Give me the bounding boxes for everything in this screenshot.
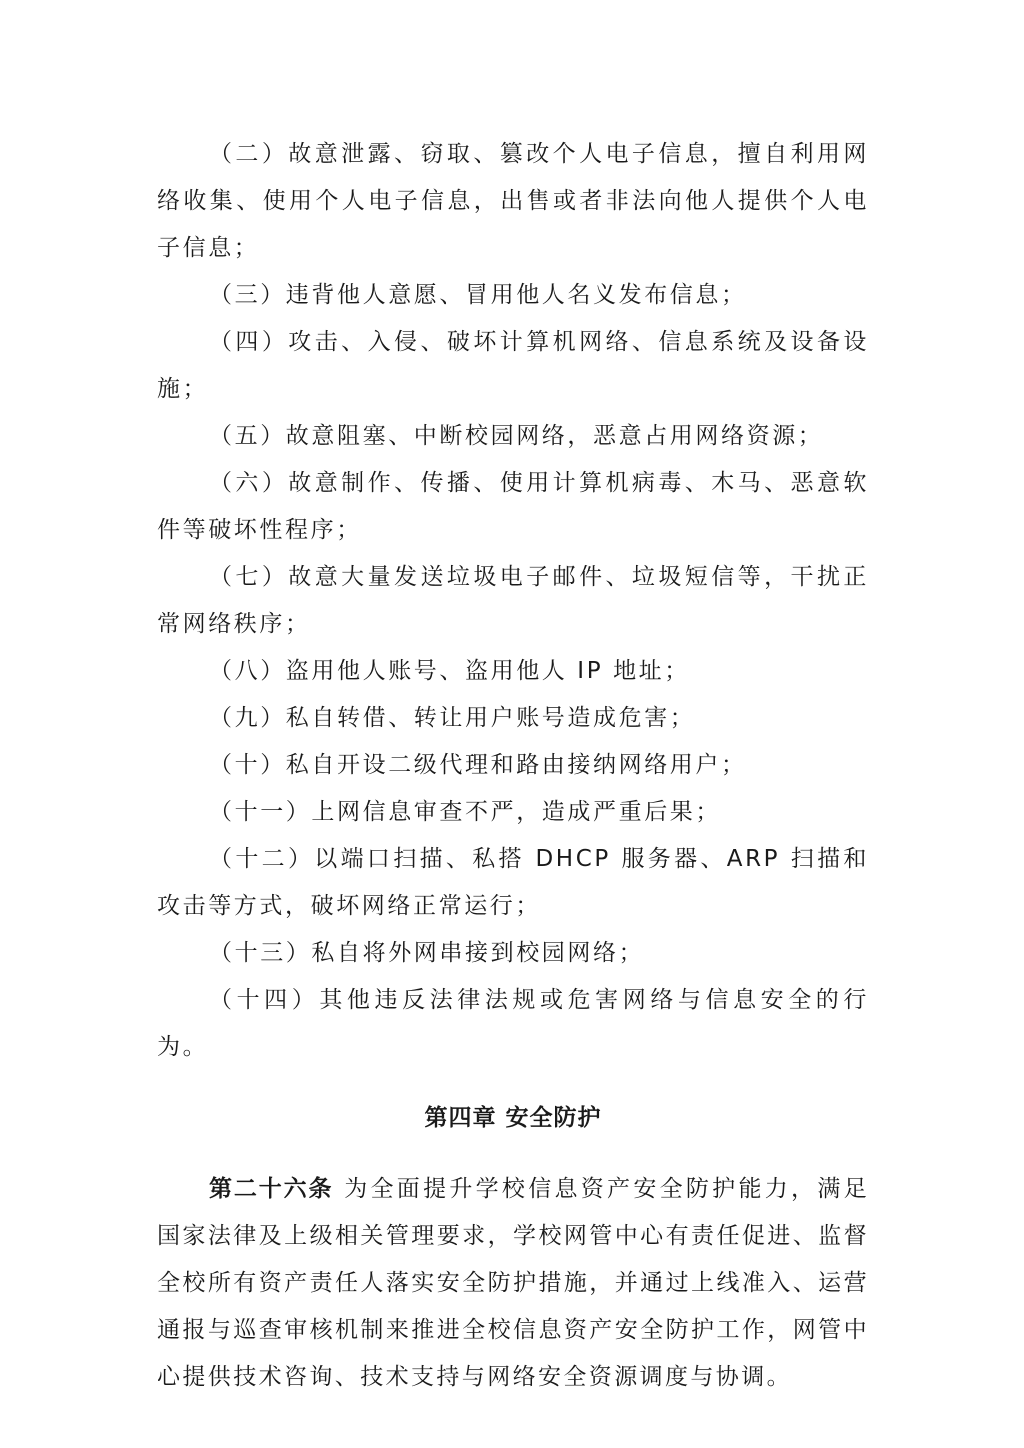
article-body: 为全面提升学校信息资产安全防护能力，满足国家法律及上级相关管理要求，学校网管中心有责任促进、监督全校所有资产责任人落实安全防护措施，并通过上线准入、运营通报与巡查审核机制来推进全校信息资产安全防护工作，网管中心提供技术咨询、技术支持与网络安全资源调度与协调。 xyxy=(157,1176,869,1390)
document-page xyxy=(157,131,869,1401)
list-item: （二）故意泄露、窃取、篡改个人电子信息，擅自利用网络收集、使用个人电子信息，出售或者非法向他人提供个人电子信息； xyxy=(157,141,869,261)
article-gap xyxy=(333,1176,344,1202)
list-item: （六）故意制作、传播、使用计算机病毒、木马、恶意软件等破坏性程序； xyxy=(157,470,869,543)
list-item: （八）盗用他人账号、盗用他人 IP 地址； xyxy=(209,658,690,684)
list-item: （十三）私自将外网串接到校园网络； xyxy=(209,940,645,966)
list-item: （十一）上网信息审查不严，造成严重后果； xyxy=(209,799,721,825)
list-item: （十）私自开设二级代理和路由接纳网络用户； xyxy=(209,752,747,778)
list-item: （七）故意大量发送垃圾电子邮件、垃圾短信等，干扰正常网络秩序； xyxy=(157,564,869,637)
list-item: （十二）以端口扫描、私搭 DHCP 服务器、ARP 扫描和攻击等方式，破坏网络正常运行； xyxy=(157,846,869,919)
article-number: 第二十六条 xyxy=(209,1176,334,1202)
article-paragraph xyxy=(157,1166,869,1401)
list-item: （十四）其他违反法律法规或危害网络与信息安全的行为。 xyxy=(157,987,869,1060)
list-item: （四）攻击、入侵、破坏计算机网络、信息系统及设备设施； xyxy=(157,329,869,402)
chapter-heading: 第四章 安全防护 xyxy=(424,1105,602,1131)
list-item: （九）私自转借、转让用户账号造成危害； xyxy=(209,705,696,731)
list-item: （五）故意阻塞、中断校园网络，恶意占用网络资源； xyxy=(209,423,824,449)
list-item: （三）违背他人意愿、冒用他人名义发布信息； xyxy=(209,282,747,308)
